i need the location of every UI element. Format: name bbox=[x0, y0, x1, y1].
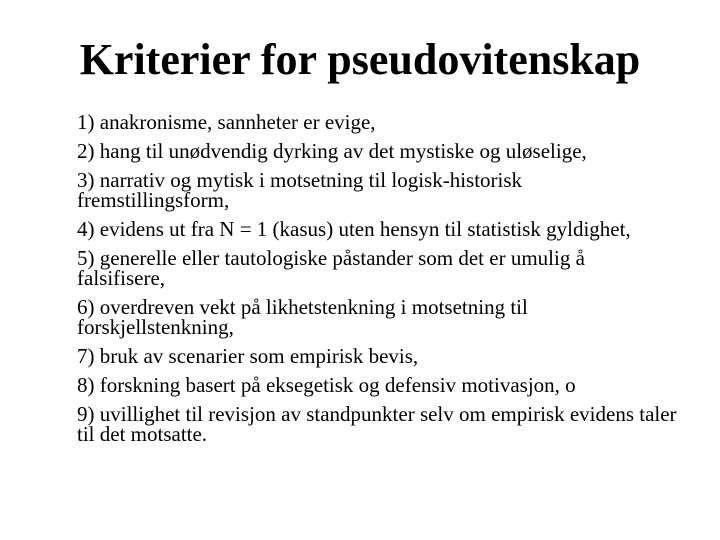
criterion-3: 3) narrativ og mytisk i motsetning til logisk-historisk fremstillingsform, bbox=[77, 168, 523, 212]
criterion-9: 9) uvillighet til revisjon av standpunkter selv om empirisk evidens taler til det motsatte. bbox=[77, 402, 677, 446]
slide-title: Kriterier for pseudovitenskap bbox=[79, 35, 641, 84]
criterion-7: 7) bruk av scenarier som empirisk bevis, bbox=[77, 344, 419, 368]
criterion-6: 6) overdreven vekt på likhetstenkning i motsetning til forskjellstenkning, bbox=[77, 295, 528, 339]
criterion-1: 1) anakronisme, sannheter er evige, bbox=[77, 110, 376, 134]
criterion-4: 4) evidens ut fra N = 1 (kasus) uten hensyn til statistisk gyldighet, bbox=[77, 217, 631, 241]
criterion-8: 8) forskning basert på eksegetisk og defensiv motivasjon, o bbox=[77, 373, 576, 397]
criterion-2: 2) hang til unødvendig dyrking av det mystiske og uløselige, bbox=[77, 139, 587, 163]
criteria-list bbox=[77, 112, 677, 453]
criterion-5: 5) generelle eller tautologiske påstander som det er umulig å falsifisere, bbox=[77, 246, 585, 290]
